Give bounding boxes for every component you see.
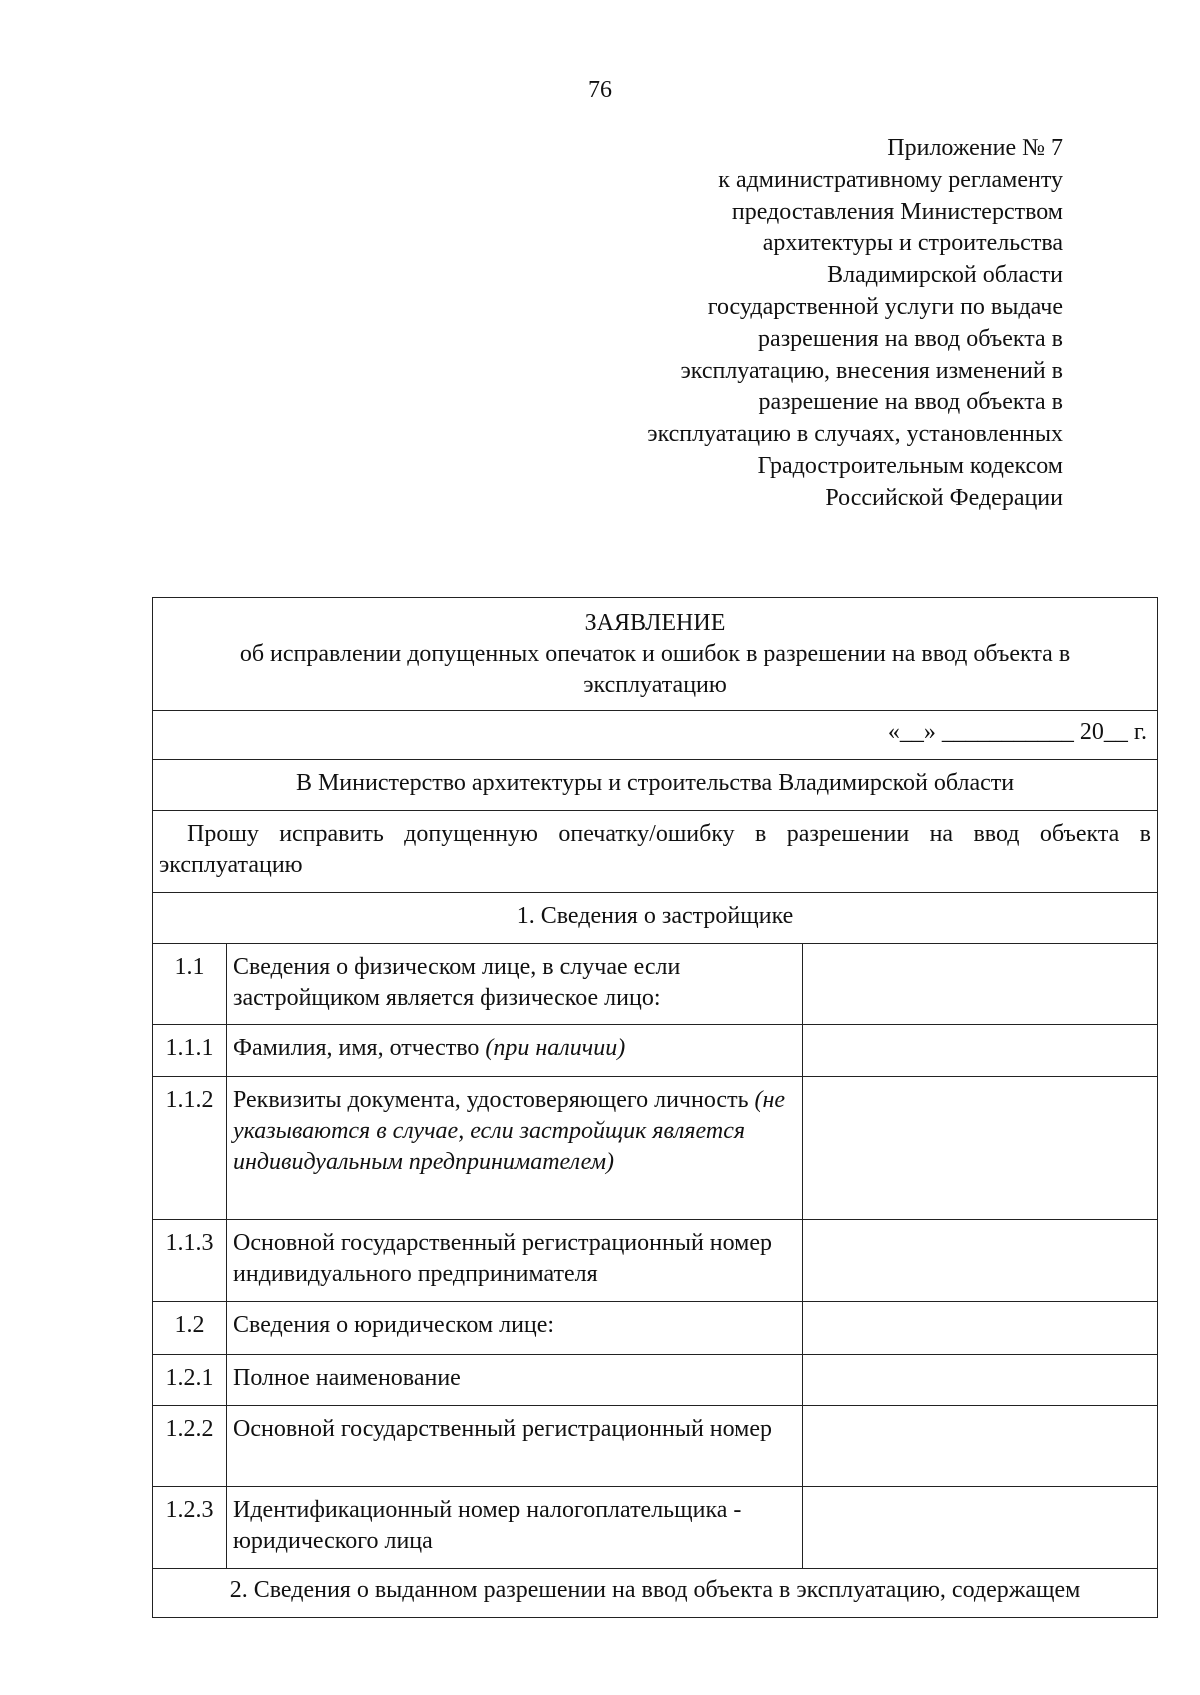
application-form	[152, 597, 1158, 1618]
row-label-text: Сведения о физическом лице, в случае если застройщиком является физическое лицо:	[233, 954, 681, 1011]
row-label	[227, 1487, 803, 1569]
row-number: 1.1.3	[153, 1220, 227, 1302]
table-row	[153, 1302, 1158, 1355]
row-label-text: Реквизиты документа, удостоверяющего личность	[233, 1087, 755, 1113]
appendix-line: эксплуатацию, внесения изменений в	[680, 357, 1063, 384]
row-value-field[interactable]	[803, 1355, 1158, 1406]
row-label-text: Сведения о юридическом лице:	[233, 1312, 555, 1338]
section-heading	[153, 893, 1158, 944]
appendix-line: государственной услуги по выдаче	[707, 293, 1063, 320]
appendix-line: предоставления Министерством	[731, 198, 1063, 225]
row-label-note: (не указываются в случае, если застройщик является индивидуальным предпринимателем)	[233, 1087, 786, 1175]
row-value-field[interactable]	[803, 1302, 1158, 1355]
row-number: 1.2.3	[153, 1487, 227, 1569]
table-row	[153, 1077, 1158, 1220]
table-row	[153, 1220, 1158, 1302]
row-label	[227, 1077, 803, 1220]
row-label-text: Основной государственный регистрационный номер индивидуального предпринимателя	[233, 1230, 773, 1287]
appendix-line: Приложение № 7	[887, 135, 1063, 161]
row-number: 1.1.1	[153, 1025, 227, 1077]
table-row	[153, 1355, 1158, 1406]
request-text-line: Прошу исправить допущенную опечатку/ошибку в разрешении на ввод объекта в	[187, 821, 1152, 847]
row-label	[227, 1025, 803, 1077]
appendix-header	[503, 133, 1063, 515]
row-label-text: Фамилия, имя, отчество	[233, 1035, 486, 1061]
addressee-row	[153, 760, 1158, 811]
section-heading	[153, 1569, 1158, 1618]
row-label	[227, 1406, 803, 1487]
request-row	[153, 811, 1158, 893]
form-title-block	[153, 598, 1158, 711]
table-row	[153, 944, 1158, 1025]
row-label-note: (при наличии)	[485, 1035, 626, 1061]
table-row	[153, 1406, 1158, 1487]
date-line: «__» ___________ 20__ г.	[887, 719, 1148, 745]
section-2-title: 2. Сведения о выданном разрешении на ввод объекта в эксплуатацию, содержащем	[229, 1577, 1081, 1603]
row-value-field[interactable]	[803, 944, 1158, 1025]
row-value-field[interactable]	[803, 1487, 1158, 1569]
table-row	[153, 1487, 1158, 1569]
row-value-field[interactable]	[803, 1406, 1158, 1487]
row-label	[227, 944, 803, 1025]
appendix-line: эксплуатацию в случаях, установленных	[647, 421, 1063, 448]
row-label	[227, 1355, 803, 1406]
row-number: 1.1	[153, 944, 227, 1025]
row-number: 1.1.2	[153, 1077, 227, 1220]
row-label-text: Основной государственный регистрационный номер	[233, 1416, 773, 1442]
appendix-line: архитектуры и строительства	[762, 230, 1063, 257]
row-value-field[interactable]	[803, 1077, 1158, 1220]
section-1-title: 1. Сведения о застройщике	[516, 903, 794, 929]
appendix-line: Градостроительным кодексом	[757, 452, 1063, 479]
form-subtitle-line: об исправлении допущенных опечаток и ошибок в разрешении на ввод объекта в	[239, 641, 1071, 667]
form-title: ЗАЯВЛЕНИЕ	[584, 610, 726, 636]
appendix-line: разрешение на ввод объекта в	[758, 389, 1063, 416]
request-text-line: эксплуатацию	[159, 852, 303, 878]
row-label-text: Полное наименование	[233, 1365, 461, 1391]
row-value-field[interactable]	[803, 1025, 1158, 1077]
row-number: 1.2.1	[153, 1355, 227, 1406]
addressee-text: В Министерство архитектуры и строительства Владимирской области	[295, 770, 1015, 796]
table-row	[153, 1025, 1158, 1077]
page-number: 76	[588, 77, 612, 103]
row-value-field[interactable]	[803, 1220, 1158, 1302]
date-field[interactable]	[153, 711, 1158, 760]
form-subtitle-line: эксплуатацию	[583, 672, 727, 698]
appendix-line: к административному регламенту	[718, 166, 1063, 193]
appendix-line: разрешения на ввод объекта в	[758, 325, 1063, 352]
row-label	[227, 1302, 803, 1355]
row-label	[227, 1220, 803, 1302]
row-number: 1.2.2	[153, 1406, 227, 1487]
row-number: 1.2	[153, 1302, 227, 1355]
row-label-text: Идентификационный номер налогоплательщика - юридического лица	[233, 1497, 742, 1554]
appendix-line: Владимирской области	[827, 262, 1063, 289]
appendix-line: Российской Федерации	[825, 484, 1063, 511]
